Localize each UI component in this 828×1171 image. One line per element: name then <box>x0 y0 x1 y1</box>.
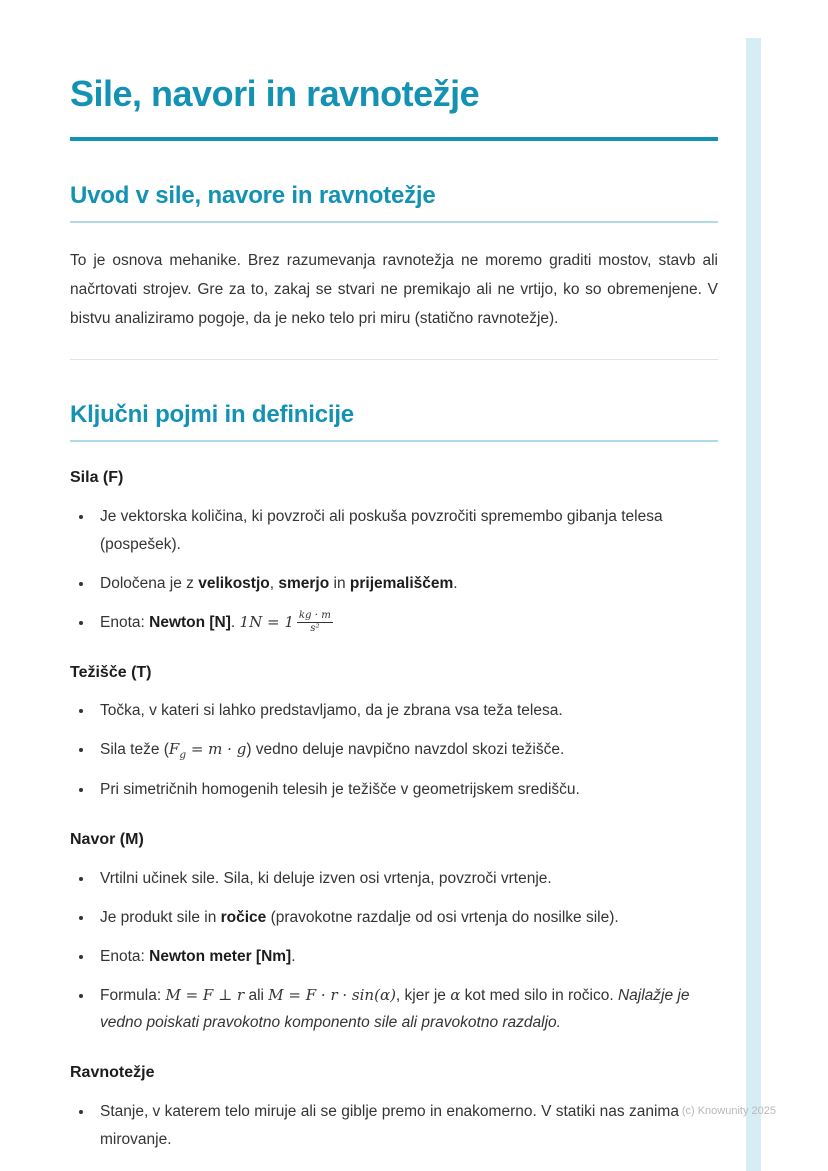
page-title: Sile, navori in ravnotežje <box>70 73 480 114</box>
text-segment: , <box>269 574 279 592</box>
list-item <box>94 1098 718 1154</box>
text-segment: Formula: <box>100 986 166 1004</box>
text-segment: Je vektorska količina, ki povzroči ali poskuša povzročiti spremembo gibanja telesa (pospešek). <box>100 508 663 553</box>
subheading-navor: Navor (M) <box>70 831 144 849</box>
section-underline-intro <box>70 221 718 223</box>
subheading-ravnotezje: Ravnotežje <box>70 1064 155 1082</box>
list-item <box>94 776 718 804</box>
text-segment: . <box>230 613 240 631</box>
bullet-list-navor <box>70 865 718 1037</box>
torque-formula-2: M = F · r · sin(α) <box>268 985 396 1004</box>
text-segment: Točka, v kateri si lahko predstavljamo, da je zbrana vsa teža telesa. <box>100 702 563 720</box>
torque-formula-1: M = F ⊥ r <box>165 985 245 1004</box>
italic-note: Najlažje je vedno poiskati pravokotno komponento sile ali pravokotno razdaljo. <box>100 986 690 1032</box>
list-item <box>94 865 718 893</box>
text-segment: Pri simetričnih homogenih telesih je težišče v geometrijskem središču. <box>100 781 580 799</box>
text-segment: kot med silo in ročico. <box>460 986 618 1004</box>
intro-paragraph: To je osnova mehanike. Brez razumevanja ravnotežja ne moremo graditi mostov, stavb ali načrtovati strojev. Gre za to, zakaj se stvari ne premikajo ali ne vrtijo, ko so obremenjene. V bistvu analiziramo pogoje, da je neko telo pri miru (statično ravnotežje). <box>70 252 718 327</box>
list-item <box>94 982 718 1038</box>
list-item <box>94 503 718 559</box>
text-segment: (pravokotne razdalje od osi vrtenja do nosilke sile). <box>266 908 619 926</box>
text-segment: Stanje, v katerem telo miruje ali se giblje premo in enakomerno. V statiki nas zanima mirovanje. <box>100 1103 679 1148</box>
bold-text: prijemališčem <box>349 574 454 592</box>
fraction-denominator: s² <box>310 623 320 635</box>
copyright-credit: (c) Knowunity 2025 <box>681 1105 776 1117</box>
math-expression: 1N = 1 <box>239 612 294 631</box>
text-segment: ali <box>244 986 269 1004</box>
text-segment: Je produkt sile in <box>100 908 221 926</box>
text-segment: Določena je z <box>100 574 199 592</box>
text-segment: . <box>453 574 458 592</box>
bullet-list-ravnotezje <box>70 1098 718 1154</box>
fraction-numerator: kg · m <box>298 610 331 622</box>
text-segment: ) vedno deluje navpično navzdol skozi težišče. <box>246 741 565 759</box>
fraction <box>297 610 333 634</box>
list-item <box>94 609 718 637</box>
horizontal-divider <box>70 359 718 360</box>
bold-text: Newton meter [Nm] <box>149 947 292 965</box>
section-underline-concepts <box>70 440 718 442</box>
section-heading-intro: Uvod v sile, navore in ravnotežje <box>70 182 436 210</box>
text-segment: . <box>291 947 296 965</box>
text-segment: in <box>329 574 350 592</box>
gravity-formula <box>168 740 247 762</box>
bullet-list-sila <box>70 503 718 637</box>
text-segment: Vrtilni učinek sile. Sila, ki deluje izven osi vrtenja, povzroči vrtenje. <box>100 869 552 887</box>
bullet-list-tezisce <box>70 697 718 804</box>
page-edge-stripe <box>746 38 761 1171</box>
bold-text: Newton [N] <box>149 613 231 631</box>
newton-unit-formula <box>239 610 333 635</box>
list-item <box>94 904 718 932</box>
math-expression: F <box>168 740 180 759</box>
text-segment: Enota: <box>100 613 150 631</box>
list-item <box>94 697 718 725</box>
text-segment: Sila teže ( <box>100 741 169 759</box>
text-segment: , kjer je <box>395 986 451 1004</box>
section-heading-concepts: Ključni pojmi in definicije <box>70 401 354 429</box>
document-content <box>70 72 718 1165</box>
list-item <box>94 736 718 765</box>
bold-text: smerjo <box>278 574 330 592</box>
text-segment: Enota: <box>100 947 150 965</box>
list-item <box>94 570 718 598</box>
math-expression: = m · g <box>186 740 247 759</box>
bold-text: ročice <box>220 908 267 926</box>
alpha-symbol: α <box>450 985 461 1004</box>
subheading-sila: Sila (F) <box>70 469 124 487</box>
math-subscript: g <box>179 749 187 762</box>
bold-text: velikostjo <box>198 574 270 592</box>
title-underline <box>70 137 718 141</box>
list-item <box>94 943 718 971</box>
subheading-tezisce: Težišče (T) <box>70 663 152 681</box>
